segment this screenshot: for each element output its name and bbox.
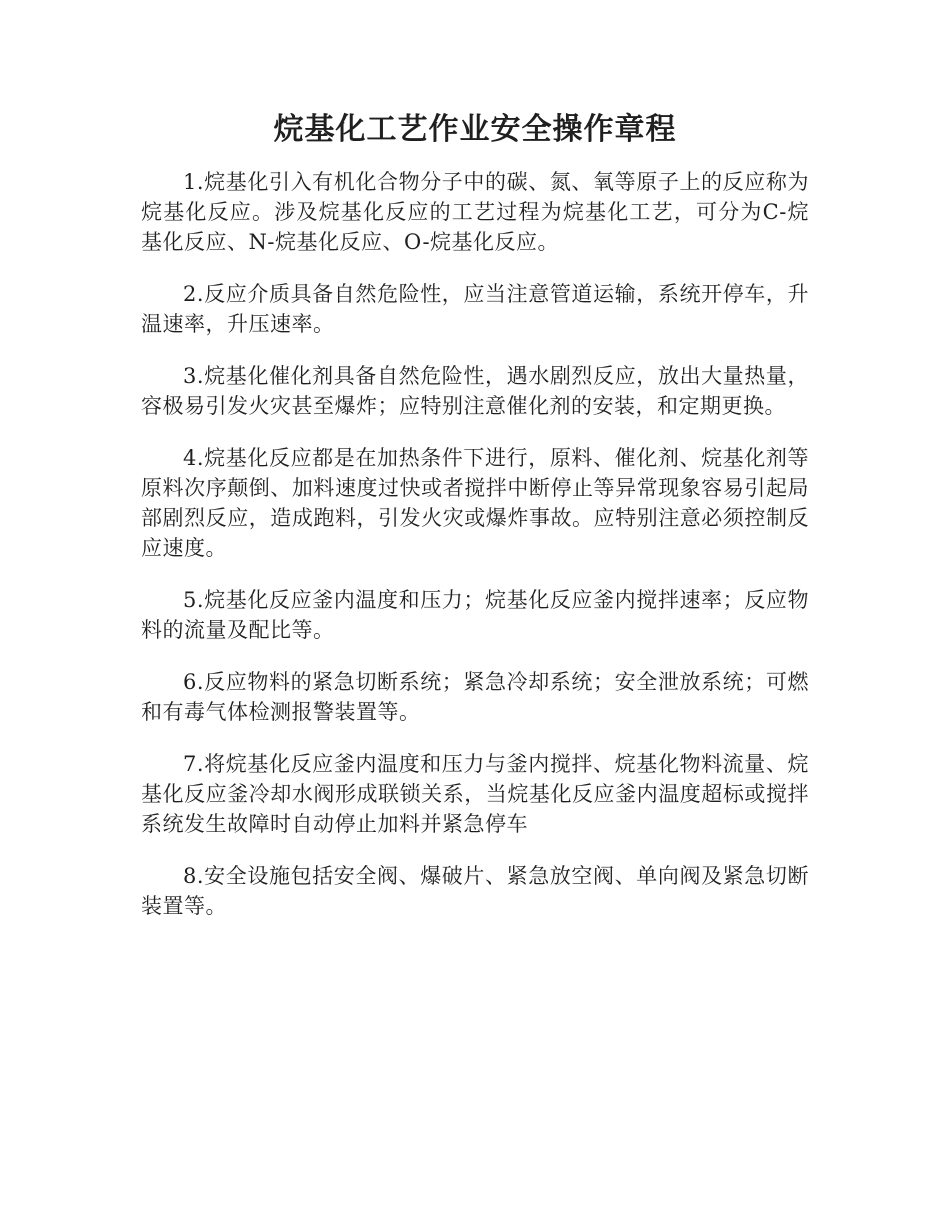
- paragraph-7: 7.将烷基化反应釜内温度和压力与釜内搅拌、烷基化物料流量、烷基化反应釜冷却水阀形成联锁关系，当烷基化反应釜内温度超标或搅拌系统发生故障时自动停止加料并紧急停车: [141, 752, 809, 836]
- paragraph-4: 4.烷基化反应都是在加热条件下进行，原料、催化剂、烷基化剂等原料次序颠倒、加料速度过快或者搅拌中断停止等异常现象容易引起局部剧烈反应，造成跑料，引发火灾或爆炸事故。应特别注意必须控制反应速度。: [141, 446, 809, 560]
- paragraph-2: 2.反应介质具备自然危险性，应当注意管道运输，系统开停车，升温速率，升压速率。: [141, 282, 809, 336]
- paragraph-6: 6.反应物料的紧急切断系统；紧急冷却系统；安全泄放系统；可燃和有毒气体检测报警装置等。: [141, 670, 809, 724]
- paragraph-1: 1.烷基化引入有机化合物分子中的碳、氮、氧等原子上的反应称为烷基化反应。涉及烷基化反应的工艺过程为烷基化工艺，可分为C-烷基化反应、N-烷基化反应、O-烷基化反应。: [141, 170, 809, 254]
- paragraph-3: 3.烷基化催化剂具备自然危险性，遇水剧烈反应，放出大量热量，容极易引发火灾甚至爆炸；应特别注意催化剂的安装，和定期更换。: [141, 364, 809, 418]
- document-title: 烷基化工艺作业安全操作章程: [273, 112, 677, 147]
- paragraph-8: 8.安全设施包括安全阀、爆破片、紧急放空阀、单向阀及紧急切断装置等。: [141, 864, 809, 918]
- document-body: [141, 167, 809, 943]
- paragraph-5: 5.烷基化反应釜内温度和压力；烷基化反应釜内搅拌速率；反应物料的流量及配比等。: [141, 588, 809, 642]
